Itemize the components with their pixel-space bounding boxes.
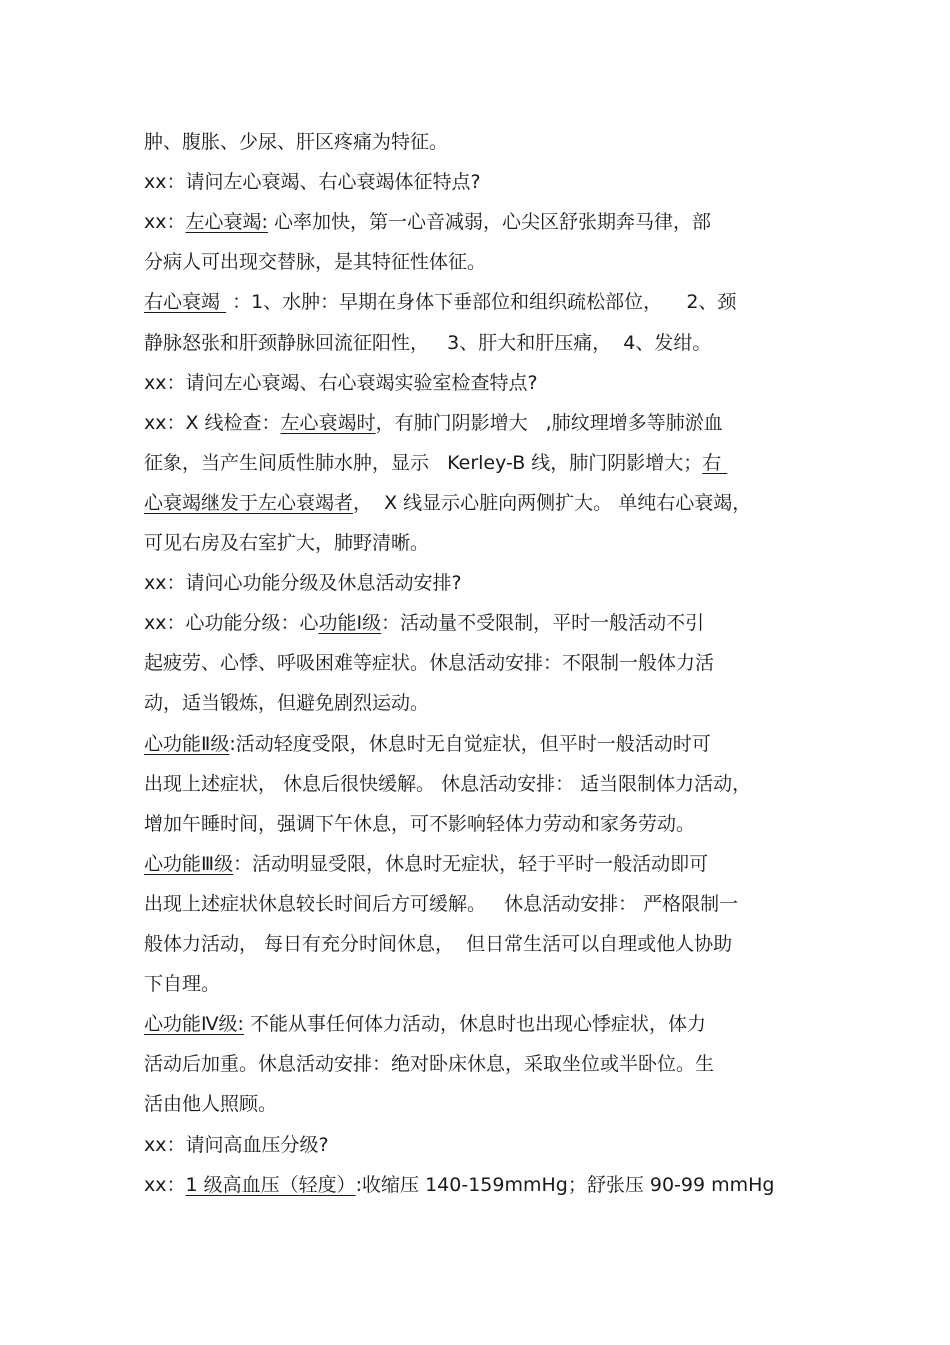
- text-segment: 活动后加重。休息活动安排：绝对卧床休息，采取坐位或半卧位。生: [144, 1053, 715, 1076]
- text-line: [144, 1049, 714, 1079]
- underlined-term: 左心衰竭时: [280, 411, 376, 434]
- text-line: [144, 969, 220, 999]
- text-line: [144, 889, 738, 919]
- text-segment: ：1、水肿：早期在身体下垂部位和组织疏松部位， 2、颈: [226, 291, 737, 314]
- text-line: [144, 408, 723, 438]
- text-line: [144, 769, 751, 799]
- text-line: [144, 1170, 775, 1200]
- underlined-term: 心功能Ⅲ级: [144, 852, 234, 875]
- text-segment: 肿、腹胀、少尿、肝区疼痛为特征。: [144, 131, 449, 153]
- underlined-term: 1 级高血压（轻度）: [185, 1173, 356, 1196]
- text-segment: 下自理。: [144, 973, 221, 996]
- text-segment: 动，适当锻炼，但避免剧烈运动。: [144, 692, 430, 715]
- text-segment: xx：: [144, 1173, 186, 1196]
- text-line: [144, 648, 714, 678]
- text-segment: 起疲劳、心悸、呼吸困难等症状。休息活动安排：不限制一般体力活: [144, 652, 715, 675]
- text-segment: ：活动量不受限制，平时一般活动不引: [381, 612, 705, 635]
- text-segment: xx：心功能分级：心: [144, 612, 319, 635]
- text-line: [144, 1009, 706, 1039]
- text-segment: 活由他人照顾。: [144, 1093, 278, 1116]
- text-segment: xx：请问左心衰竭、右心衰竭实验室检查特点?: [144, 371, 538, 394]
- text-line: [144, 207, 711, 237]
- text-line: [144, 528, 429, 558]
- text-line: [144, 568, 462, 598]
- text-segment: :收缩压 140-159mmHg；舒张压 90-99 mmHg: [355, 1173, 775, 1196]
- underlined-term: 功能Ⅰ级: [318, 612, 382, 635]
- text-segment: 可见右房及右室扩大，肺野清晰。: [144, 532, 430, 554]
- text-line: [144, 729, 711, 759]
- text-line: [144, 809, 695, 839]
- text-segment: 分病人可出现交替脉，是其特征性体征。: [144, 251, 487, 274]
- text-segment: 不能从事任何体力活动，休息时也出现心悸症状，体力: [243, 1013, 706, 1036]
- underlined-term: 左心衰竭:: [185, 211, 268, 234]
- text-segment: ， X 线显示心脏向两侧扩大。 单纯右心衰竭，: [353, 491, 752, 514]
- text-segment: 般体力活动， 每日有充分时间休息， 但日常生活可以自理或他人协助: [144, 933, 733, 955]
- text-segment: 心率加快，第一心音减弱，心尖区舒张期奔马律，部: [267, 211, 711, 234]
- text-line: [144, 849, 708, 879]
- text-segment: 出现上述症状休息较长时间后方可缓解。 休息活动安排： 严格限制一: [144, 892, 739, 915]
- text-line: [144, 368, 538, 398]
- text-segment: xx：X 线检查：: [144, 411, 281, 434]
- text-segment: ，有肺门阴影增大 ,肺纹理增多等肺淤血: [375, 411, 723, 434]
- text-line: [144, 127, 448, 157]
- text-segment: 静脉怒张和肝颈静脉回流征阳性， 3、肝大和肝压痛， 4、发绀。: [144, 331, 712, 354]
- text-line: [144, 287, 736, 317]
- text-segment: xx：请问左心衰竭、右心衰竭体征特点?: [144, 171, 481, 194]
- text-segment: xx：请问高血压分级?: [144, 1133, 329, 1156]
- text-line: [144, 688, 429, 718]
- underlined-term: 心功能Ⅳ级:: [144, 1013, 244, 1036]
- text-segment: 增加午睡时间，强调下午休息，可不影响轻体力劳动和家务劳动。: [144, 812, 696, 835]
- text-segment: xx：请问心功能分级及休息活动安排?: [144, 572, 462, 595]
- underlined-term: 右: [702, 451, 728, 474]
- text-segment: xx：: [144, 211, 186, 234]
- underlined-term: 心功能Ⅱ级: [144, 732, 230, 755]
- text-line: [144, 328, 711, 358]
- text-line: [144, 488, 751, 518]
- text-segment: :活动轻度受限，休息时无自觉症状，但平时一般活动时可: [229, 732, 711, 755]
- text-line: [144, 448, 727, 478]
- underlined-term: 心衰竭继发于左心衰竭者: [144, 491, 354, 514]
- text-segment: 征象，当产生间质性肺水肿，显示 Kerley-B 线，肺门阴影增大；: [144, 451, 703, 474]
- text-line: [144, 167, 481, 197]
- text-line: [144, 1089, 277, 1119]
- text-segment: ：活动明显受限，休息时无症状，轻于平时一般活动即可: [233, 852, 709, 875]
- text-segment: 出现上述症状， 休息后很快缓解。 休息活动安排： 适当限制体力活动，: [144, 772, 752, 795]
- text-line: [144, 929, 732, 959]
- text-line: [144, 608, 704, 638]
- text-line: [144, 1130, 329, 1160]
- underlined-term: 右心衰竭: [144, 291, 227, 314]
- text-line: [144, 247, 486, 277]
